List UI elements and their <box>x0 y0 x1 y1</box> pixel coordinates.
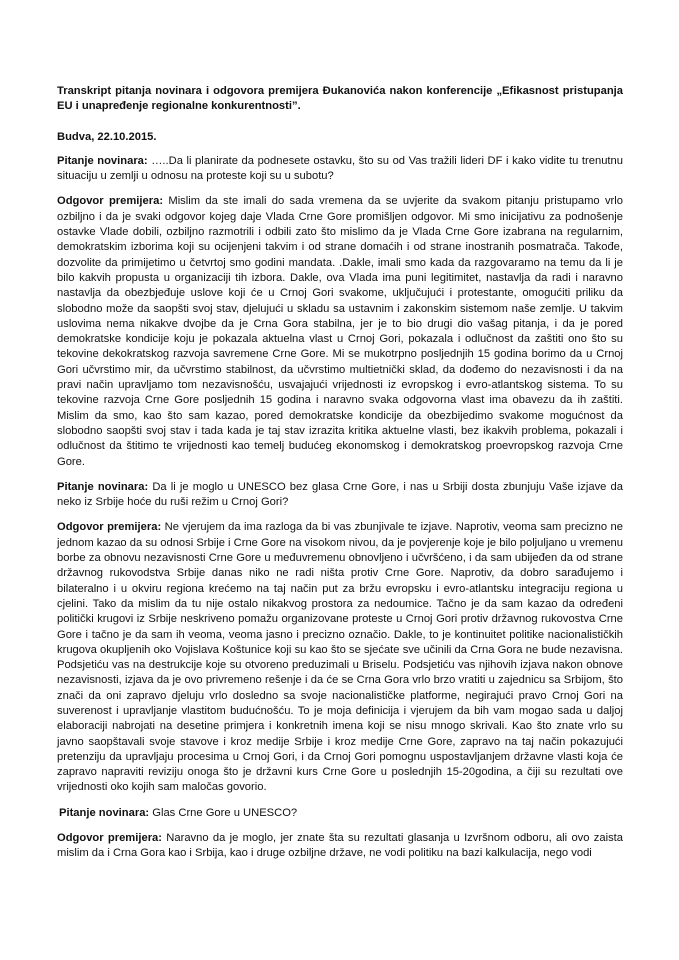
paragraph-question-1 <box>57 154 623 185</box>
place-date: Budva, 22.10.2015. <box>57 130 157 143</box>
paragraph-text: Naravno da je moglo, jer znate šta su rezultati glasanja u Izvršnom odboru, ali ovo zaista mislim da i Crna Gora kao i Srbija, kao i druge ozbiljne države, ne vodi politiku na bazi kalkulacija, nego vodi <box>57 832 623 860</box>
paragraph-answer-3 <box>57 831 623 862</box>
paragraph-answer-1 <box>57 194 623 469</box>
paragraph-text: Da li je moglo u UNESCO bez glasa Crne Gore, i nas u Srbiji dosta zbunjuju Vaše izjave da neko iz Srbije hoće du ruši režim u Crnoj Gori? <box>57 480 623 509</box>
document-title: Transkript pitanja novinara i odgovora premijera Đukanovića nakon konferencije „Efikasnost pristupanja EU i unapređenje regionalne konkurentnosti”. <box>57 85 623 113</box>
paragraph-question-2 <box>57 480 623 511</box>
paragraph-text: Glas Crne Gore u UNESCO? <box>149 806 298 819</box>
paragraph-text: …..Da li planirate da podnesete ostavku, što su od Vas tražili lideri DF i kako vidite tu trenutnu situaciju u zemlji u odnosu na proteste koji su u subotu? <box>57 154 623 183</box>
speaker-label: Odgovor premijera: <box>57 521 162 534</box>
paragraph-question-3 <box>57 806 623 821</box>
paragraph-text: Mislim da ste imali do sada vremena da se uvjerite da svakom pitanju pristupamo vrlo ozbiljno i da je svaki odgovor kojeg daje Vlada Crne Gore promišljen odgovor. Mi smo inicijativu za podnošenje ostavke Vlade dobili, ozbiljno razmotrili i odbili zato što mislimo da je Vlada Crne Gore izabrana na regularnim, demokratskim izborima koji su ocijenjeni takvim i od strane domaćih i od strane inostranih posmatrača. Takođe, dozvolite da primijetimo u četvrtoj smo godini mandata. .Dakle, imali smo kada da razgovaramo na temu da li je bilo kakvih propusta u organizaciji tih izbora. Dakle, ova Vlada ima puni legitimitet, nastavlja da radi i naravno nastavlja da obezbjeđuje uslove koji će u Crnoj Gori svakome, uključujući i protestante, omogućiti priliku da slobodno može da saopšti svoj stav, djelujući u skladu sa ustavnim i zakonskim sistemom naše zemlje. U takvim uslovima nema nikakve dvojbe da je Crna Gora stabilna, jer je to bio drugi dio vašag pitanja, i da je pored demokratske kondicije koju je pokazala aktuelna vlast u Crnoj Gori, pokazala i odlučnost da zaštiti ono što su tekovine dekokratskog razvoja savremene Crne Gore. Mi se mukotrpno posljednjih 15 godina borimo da u Crnoj Gori učvrstimo mir, da učvrstimo stabilnost, da učvrstimo multietnički sklad, da dođemo do nezavisnosti i da na pravi način upravljamo tom nezavisnošću, usvajajući vrijednosti iz evropskog i evro-atlantskog sistema. To su tekovine razvoja Crne Gore posljednih 15 godina i naravno svaka odgovorna vlast ima obavezu da ih zaštiti. Mislim da smo, kao što sam kazao, pored demokratske kondicije da obezbijedimo svakome mogućnost da slobodno saopšti svoj stav i tada kada je taj stav izrazita kritika aktuelne vlasti, bez ikakvih problema, pokazali i odlučnost da štitimo te vrijednosti kao temelj budućeg ekonomskog i demokratskog proevropskog razvoja Crne Gore. <box>57 195 623 468</box>
paragraph-text: Ne vjerujem da ima razloga da bi vas zbunjivale te izjave. Naprotiv, veoma sam precizno ne jednom kazao da su odnosi Srbije i Crne Gore na visokom nivou, da je povjerenje koje je bilo poljuljano u vremenu borbe za obnovu nezavisnosti Crne Gore u međuvremenu obnovljeno i učvršćeno, i da sam ubijeđen da od strane državnog rukovodstva Srbije danas niko ne radi ništa protiv Crne Gore. Naprotiv, da dobro sarađujemo i bilateralno i u okviru regiona krećemo na taj način put za bržu evropsku i evro-atlantsku integraciju regiona u cjelini. Tako da mislim da tu nije ostalo nikakvog prostora za nedoumice. Tačno je da sam kazao da određeni politički krugovi iz Srbije neskriveno pomažu organizovane proteste u Crnoj Gori protiv državnog rukovostva Crne Gore i tačno je da sam ih veoma, veoma jasno i precizno označio. Dakle, to je kontinuitet politike nacionalističkih krugova okupljenih oko Vojislava Koštunice koji su kao što se sjećate sve učinili da Crna Gora ne bude nezavisna. Podsjetiću vas na destrukcije koje su otvoreno preduzimali u Briselu. Podsjetiću vas njihovih izjava nakon obnove nezavisnosti, izjava da je ovo privremeno rešenje i da će se Crna Gora vrlo brzo vratiti u zajednicu sa Srbijom, što znači da oni zapravo djeluju vrlo dosledno sa svoje nacionalističke platforme, negirajući pravo Crnoj Gori na suverenost i upravljanje vlastitom budućnošću. To je moja definicija i vjerujem da bih vam mogao sada u daljoj elaboraciji nabrojati na desetine primjera i konkretnih imena koji se nisu mnogo skrivali. Kao što znate vrlo su javno saopštavali svoje stavove i kroz medije Srbije i kroz medije Crne Gore, zapravo na taj način pokazujući pretenziju da upravljaju procesima u Crnoj Gori, i da Crnoj Gori pomognu uspostavljanjem državne vlasti koja će zapravo napraviti reviziju onoga što je državni kurs Crne Gore u poslednjih 15-20godina, a čiji su rezultati ove vrijednosti oko kojih sam maločas govorio. <box>57 521 623 794</box>
speaker-label: Odgovor premijera: <box>57 195 164 208</box>
document-page <box>57 84 623 872</box>
paragraph-answer-2 <box>57 520 623 795</box>
speaker-label: Pitanje novinara: <box>57 154 148 167</box>
speaker-label: Pitanje novinara: <box>57 480 149 493</box>
speaker-label: Odgovor premijera: <box>57 832 162 845</box>
speaker-label: Pitanje novinara: <box>59 806 150 819</box>
